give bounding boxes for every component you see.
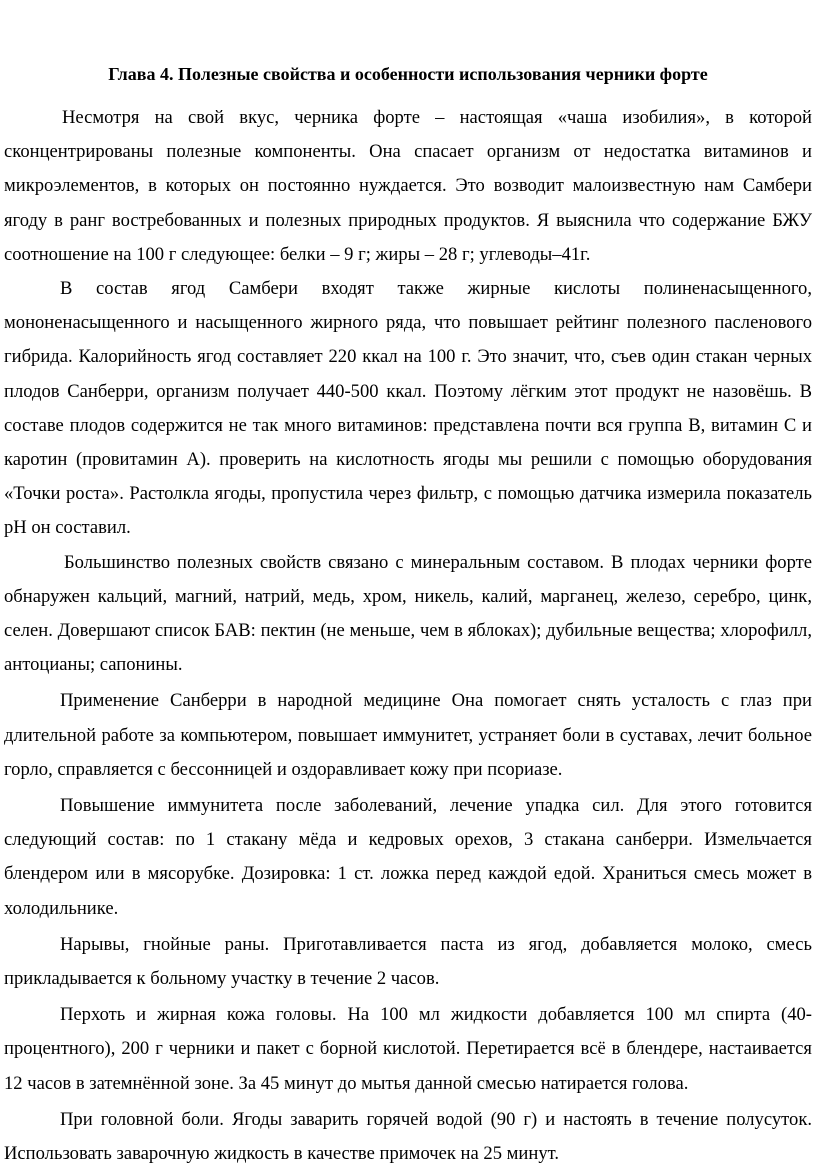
paragraph-7: Перхоть и жирная кожа головы. На 100 мл жидкости добавляется 100 мл спирта (40-процентного), 200 г черники и пакет с борной кислотой. Перетирается всё в блендере, настаивается 12 часов в затемнённой зоне. За 45 минут до мытья данной смесью натирается голова. bbox=[4, 1004, 812, 1094]
paragraph-3: Большинство полезных свойств связано с минеральным составом. В плодах черники форте обнаружен кальций, магний, натрий, медь, хром, никель, калий, марганец, железо, серебро, цинк, селен. Довершают список БАВ: пектин (не меньше, чем в яблоках); дубильные вещества; хлорофилл, антоцианы; сапонины. bbox=[4, 551, 812, 676]
chapter-title: Глава 4. Полезные свойства и особенности использования черники форте bbox=[108, 64, 708, 84]
paragraph-1: Несмотря на свой вкус, черника форте – настоящая «чаша изобилия», в которой сконцентрированы полезные компоненты. Она спасает организм от недостатка витаминов и микроэлементов, в которых он постоянно нуждается. Это возводит малоизвестную нам Самбери ягоду в ранг востребованных и полезных природных продуктов. Я выяснила что содержание БЖУ соотношение на 100 г следующее: белки – 9 г; жиры – 28 г; углеводы–41г. bbox=[4, 107, 812, 265]
paragraph-5: Повышение иммунитета после заболеваний, лечение упадка сил. Для этого готовится следующий состав: по 1 стакану мёда и кедровых орехов, 3 стакана санберри. Измельчается блендером или в мясорубке. Дозировка: 1 ст. ложка перед каждой едой. Храниться смесь может в холодильнике. bbox=[4, 795, 812, 919]
paragraph-8: При головной боли. Ягоды заварить горячей водой (90 г) и настоять в течение полусуток. Использовать заварочную жидкость в качестве примочек на 25 минут. bbox=[4, 1108, 812, 1165]
paragraph-2: В состав ягод Самбери входят также жирные кислоты полиненасыщенного, мононенасыщенного и насыщенного жирного ряда, что повышает рейтинг полезного пасленового гибрида. Калорийность ягод составляет 220 ккал на 100 г. Это значит, что, съев один стакан черных плодов Санберри, организм получает 440-500 ккал. Поэтому лёгким этот продукт не назовёшь. В составе плодов содержится не так много витаминов: представлена почти вся группа В, витамин С и каротин (провитамин А). проверить на кислотность ягоды мы решили с помощью оборудования «Точки роста». Растолкла ягоды, пропустила через фильтр, с помощью датчика измерила показатель рН он составил. bbox=[4, 278, 812, 539]
paragraph-6: Нарывы, гнойные раны. Приготавливается паста из ягод, добавляется молоко, смесь прикладывается к больному участку в течение 2 часов. bbox=[4, 933, 812, 990]
paragraph-4: Применение Санберри в народной медицине Она помогает снять усталость с глаз при длительной работе за компьютером, повышает иммунитет, устраняет боли в суставах, лечит больное горло, справляется с бессонницей и оздоравливает кожу при псориазе. bbox=[4, 690, 812, 780]
